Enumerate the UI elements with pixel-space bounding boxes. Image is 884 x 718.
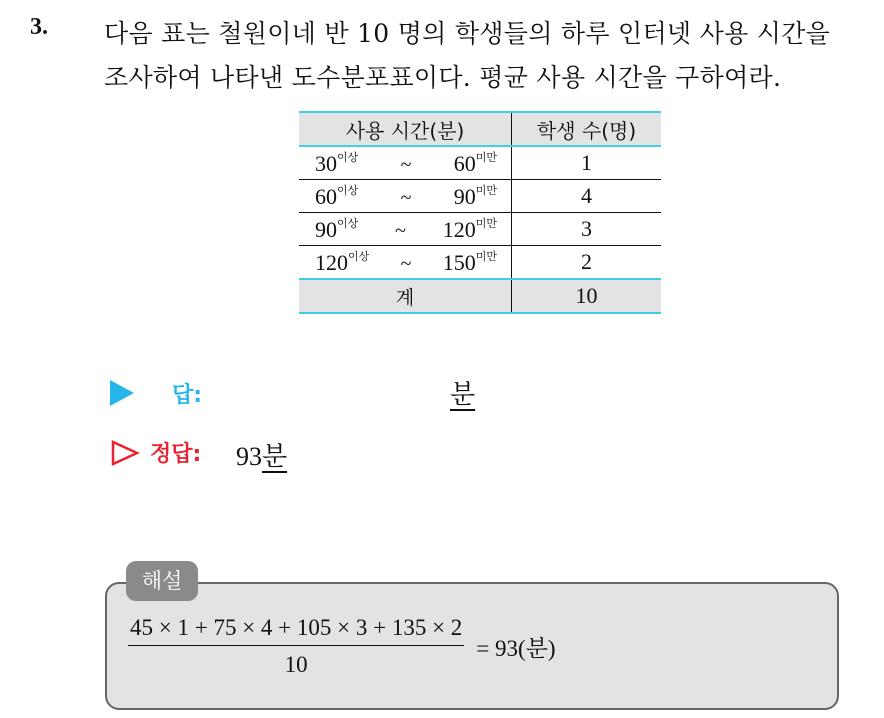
table-row (299, 146, 661, 180)
range-to: $150^{미만}$ (442, 250, 497, 275)
total-label: 계 (299, 279, 512, 313)
solution-row (110, 436, 530, 476)
range-cell (299, 213, 512, 246)
question-line-2: 조사하여 나타낸 도수분포표이다. 평균 사용 시간을 구하여라. (104, 63, 782, 92)
answer-row (106, 374, 526, 414)
range-separator: ~ (400, 253, 412, 275)
range-expression (299, 149, 511, 177)
count-cell: 1 (512, 146, 662, 180)
outline-triangle-icon (110, 439, 140, 467)
table-total-row (299, 279, 661, 313)
range-to: $120^{미만}$ (442, 217, 497, 242)
table-row (299, 213, 661, 246)
range-expression (299, 182, 511, 210)
range-from: $120^{이상}$ (315, 250, 370, 275)
answer-unit: 분 (450, 380, 476, 409)
range-from: $90^{이상}$ (315, 217, 359, 242)
count-cell: 3 (512, 213, 662, 246)
range-from: $30^{이상}$ (315, 151, 359, 176)
explanation-formula (128, 615, 556, 678)
formula-numerator: 45 × 1 + 75 × 4 + 105 × 3 + 135 × 2 (128, 615, 464, 646)
range-expression (299, 248, 511, 276)
range-separator: ~ (395, 220, 406, 242)
range-to: $60^{미만}$ (453, 151, 497, 176)
solution-number: 93 (236, 442, 262, 471)
solution-value (236, 436, 287, 473)
range-cell (299, 180, 512, 213)
formula-denominator: 10 (284, 652, 308, 677)
total-value: 10 (512, 279, 662, 313)
solution-unit: 분 (262, 442, 288, 471)
range-cell (299, 146, 512, 180)
formula-fraction (128, 615, 464, 678)
range-to: $90^{미만}$ (453, 184, 497, 209)
range-expression (299, 215, 511, 243)
range-separator: ~ (400, 154, 412, 176)
table-header-row (299, 112, 661, 146)
header-usage-time: 사용 시간(분) (299, 112, 512, 146)
header-student-count: 학생 수(명) (512, 112, 662, 146)
question-text (104, 12, 874, 100)
answer-label: 답: (172, 383, 203, 408)
range-cell (299, 246, 512, 280)
range-from: $60^{이상}$ (315, 184, 359, 209)
question-line-1: 다음 표는 철원이네 반 10 명의 학생들의 하루 인터넷 사용 시간을 (104, 19, 831, 48)
table-row (299, 246, 661, 280)
count-cell: 4 (512, 180, 662, 213)
table-row (299, 180, 661, 213)
play-triangle-icon (110, 380, 134, 406)
explanation-tag: 해설 (126, 561, 198, 601)
frequency-table (299, 111, 661, 314)
formula-result: = 93(분) (476, 636, 556, 661)
table-body (299, 146, 661, 279)
solution-label: 정답: (150, 442, 202, 467)
question-number: 3. (30, 14, 48, 40)
range-separator: ~ (400, 187, 412, 209)
count-cell: 2 (512, 246, 662, 280)
